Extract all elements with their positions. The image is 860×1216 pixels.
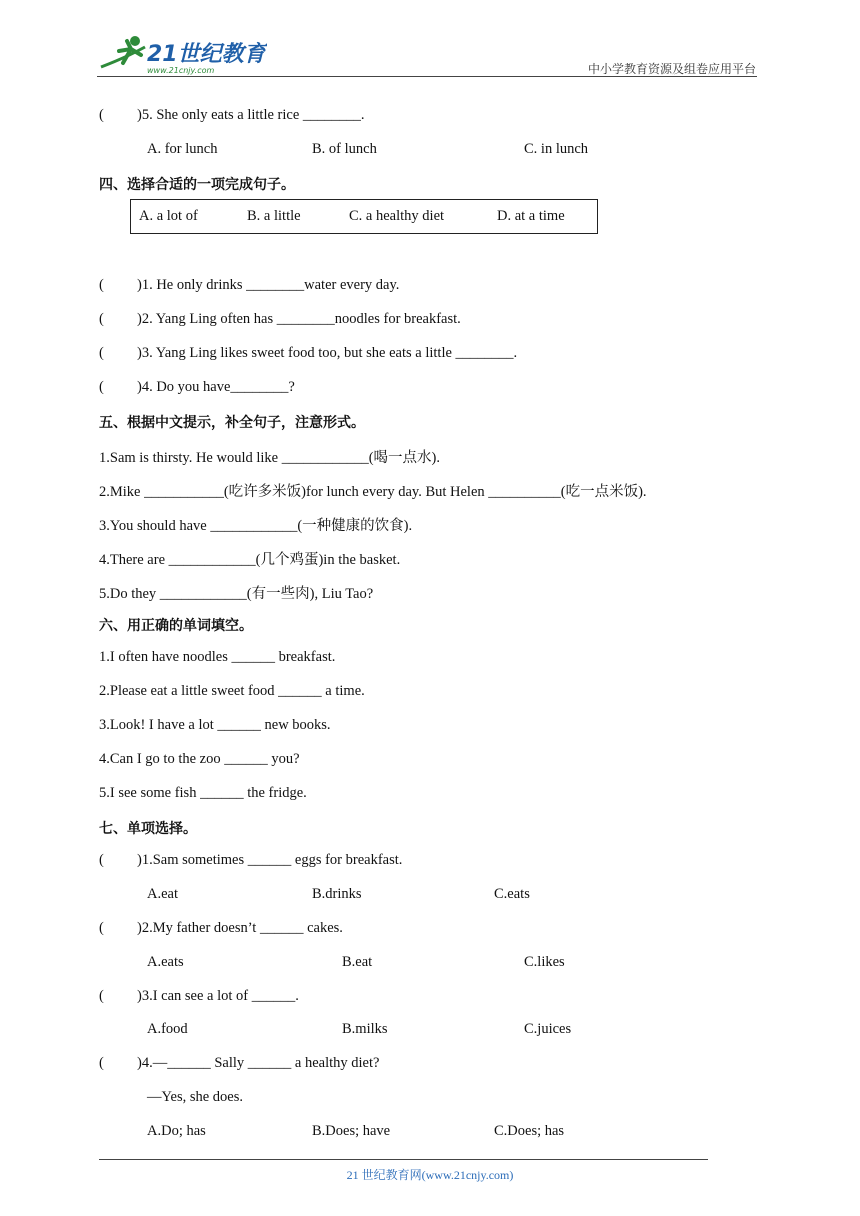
fill-item: 1.Sam is thirsty. He would like ____________(喝一点水). bbox=[99, 450, 440, 466]
question-text: )4. Do you have________? bbox=[137, 379, 295, 395]
option-c: C. in lunch bbox=[524, 141, 589, 157]
answer-paren: ( bbox=[99, 988, 104, 1004]
question-text: )3. Yang Ling likes sweet food too, but she eats a little ________. bbox=[137, 345, 518, 361]
fill-item: 4.Can I go to the zoo ______ you? bbox=[99, 751, 300, 767]
fill-item: 4.There are ____________(几个鸡蛋)in the basket. bbox=[99, 552, 401, 568]
answer-paren: ( bbox=[99, 311, 104, 327]
option-a: A.Do; has bbox=[147, 1123, 206, 1139]
option-b: B.milks bbox=[342, 1021, 388, 1037]
option-c: C.juices bbox=[524, 1021, 572, 1037]
question-text: )1.Sam sometimes ______ eggs for breakfast. bbox=[137, 852, 403, 868]
section-title-4: 四、选择合适的一项完成句子。 bbox=[99, 177, 295, 193]
fill-item: 3.Look! I have a lot ______ new books. bbox=[99, 717, 331, 733]
fill-item: 5.Do they ____________(有一些肉), Liu Tao? bbox=[99, 586, 374, 602]
question-text: )5. She only eats a little rice ________. bbox=[137, 107, 365, 123]
section-title-7: 七、单项选择。 bbox=[99, 821, 197, 837]
word-box-option: C. a healthy diet bbox=[349, 208, 445, 224]
question-text: )2.My father doesn’t ______ cakes. bbox=[137, 920, 343, 936]
answer-paren: ( bbox=[99, 107, 104, 123]
option-b: B. of lunch bbox=[312, 141, 377, 157]
header-platform-text: 中小学教育资源及组卷应用平台 bbox=[587, 62, 756, 76]
fill-item: 2.Mike ___________(吃许多米饭)for lunch every day. But Helen __________(吃一点米饭). bbox=[99, 484, 647, 500]
section-title-6: 六、用正确的单词填空。 bbox=[99, 618, 253, 634]
option-c: C.Does; has bbox=[494, 1123, 565, 1139]
word-box-option: B. a little bbox=[247, 208, 301, 224]
option-a: A.food bbox=[147, 1021, 188, 1037]
svg-text:www.21cnjy.com: www.21cnjy.com bbox=[147, 66, 215, 75]
site-logo bbox=[97, 33, 267, 77]
svg-text:21世纪教育: 21世纪教育 bbox=[147, 42, 266, 67]
section-title-5: 五、根据中文提示，补全句子，注意形式。 bbox=[99, 415, 365, 431]
option-a: A. for lunch bbox=[147, 141, 218, 157]
question-text: )3.I can see a lot of ______. bbox=[137, 988, 299, 1004]
dialogue-reply: —Yes, she does. bbox=[147, 1089, 244, 1105]
answer-paren: ( bbox=[99, 345, 104, 361]
fill-item: 1.I often have noodles ______ breakfast. bbox=[99, 649, 336, 665]
word-box-option: D. at a time bbox=[497, 208, 565, 224]
option-b: B.eat bbox=[342, 954, 373, 970]
answer-paren: ( bbox=[99, 852, 104, 868]
word-box-option: A. a lot of bbox=[139, 208, 198, 224]
option-c: C.eats bbox=[494, 886, 530, 902]
header-divider bbox=[97, 76, 757, 77]
option-b: B.drinks bbox=[312, 886, 362, 902]
footer-divider bbox=[99, 1159, 708, 1160]
answer-paren: ( bbox=[99, 920, 104, 936]
question-text: )2. Yang Ling often has ________noodles for breakfast. bbox=[137, 311, 461, 327]
answer-paren: ( bbox=[99, 379, 104, 395]
answer-paren: ( bbox=[99, 1055, 104, 1071]
footer-link[interactable]: 21 世纪教育网(www.21cnjy.com) bbox=[346, 1168, 514, 1182]
fill-item: 5.I see some fish ______ the fridge. bbox=[99, 785, 307, 801]
fill-item: 2.Please eat a little sweet food ______ a time. bbox=[99, 683, 365, 699]
option-a: A.eats bbox=[147, 954, 184, 970]
option-c: C.likes bbox=[524, 954, 565, 970]
question-text: )4.—______ Sally ______ a healthy diet? bbox=[137, 1055, 380, 1071]
fill-item: 3.You should have ____________(一种健康的饮食). bbox=[99, 518, 413, 534]
question-text: )1. He only drinks ________water every day. bbox=[137, 277, 400, 293]
option-a: A.eat bbox=[147, 886, 178, 902]
answer-paren: ( bbox=[99, 277, 104, 293]
option-b: B.Does; have bbox=[312, 1123, 391, 1139]
